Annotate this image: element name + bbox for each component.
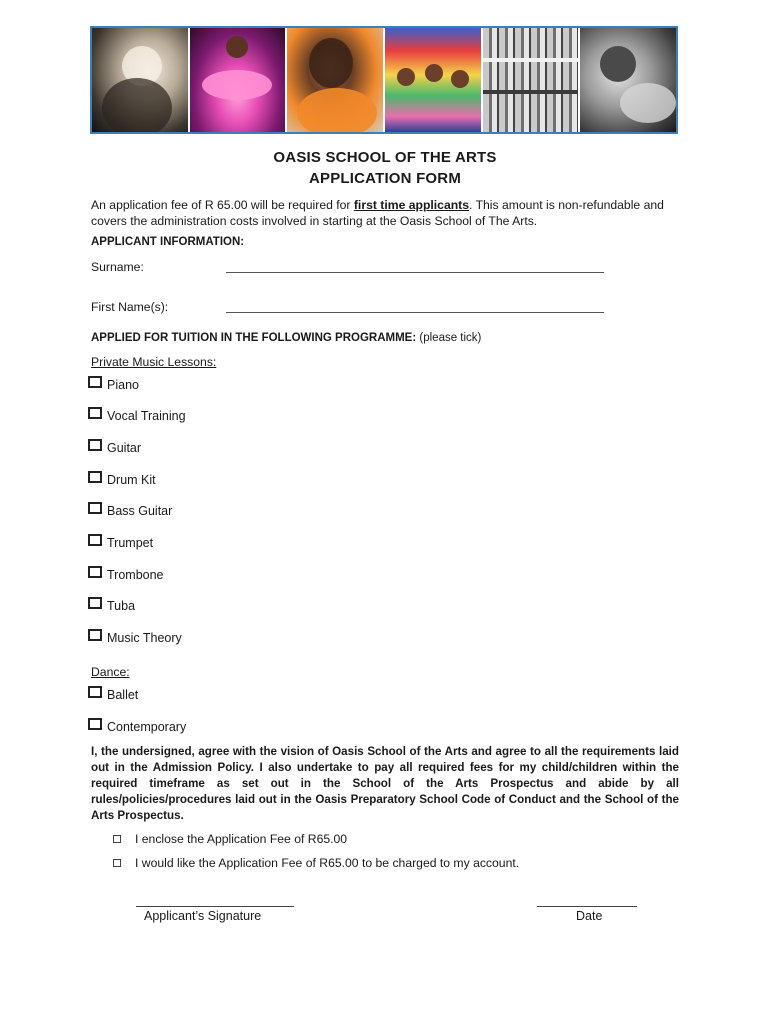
checkbox-icon[interactable] [88, 534, 102, 546]
applicant-signature-label: Applicant’s Signature [144, 909, 262, 923]
header-banner [90, 26, 678, 134]
mixing-console-photo [483, 28, 581, 132]
date-line[interactable] [537, 906, 637, 907]
date-label: Date [576, 909, 603, 923]
checkbox-icon[interactable] [113, 835, 121, 843]
option-label: Music Theory [107, 631, 182, 645]
option-label: Ballet [107, 688, 139, 702]
checkbox-icon[interactable] [88, 718, 102, 730]
intro-emphasis: first time applicants [353, 198, 470, 212]
option-contemporary[interactable] [88, 720, 186, 734]
intro-text-end: . This amount is non-refundable and covers the administration costs involved in starting at the Oasis School of The Arts. [91, 198, 664, 228]
checkbox-icon[interactable] [88, 376, 102, 388]
fee-enclose-label: I enclose the Application Fee of R65.00 [135, 832, 348, 846]
programme-heading [91, 332, 481, 344]
checkbox-icon[interactable] [88, 686, 102, 698]
checkbox-icon[interactable] [88, 597, 102, 609]
option-label: Bass Guitar [107, 504, 173, 518]
fee-enclose-option[interactable] [113, 832, 347, 846]
form-title: APPLICATION FORM [308, 170, 462, 187]
fee-charge-label: I would like the Application Fee of R65.00 to be charged to my account. [135, 856, 520, 870]
surname-field[interactable] [226, 272, 604, 273]
option-trombone[interactable] [88, 568, 164, 582]
option-guitar[interactable] [88, 441, 141, 455]
option-ballet[interactable] [88, 688, 138, 702]
option-bass-guitar[interactable] [88, 504, 172, 518]
first-name-label: First Name(s): [91, 300, 169, 314]
applicant-info-heading: APPLICANT INFORMATION: [91, 236, 245, 248]
ballerina-photo [190, 28, 288, 132]
painter-photo [580, 28, 676, 132]
option-music-theory[interactable] [88, 631, 182, 645]
option-label: Trumpet [107, 536, 154, 550]
intro-paragraph [91, 197, 691, 229]
checkbox-icon[interactable] [88, 407, 102, 419]
dance-label: Dance: [91, 665, 130, 679]
violinist-photo [92, 28, 190, 132]
fee-charge-option[interactable] [113, 856, 519, 870]
private-music-label: Private Music Lessons: [91, 355, 217, 369]
checkbox-icon[interactable] [113, 859, 121, 867]
option-trumpet[interactable] [88, 536, 153, 550]
option-label: Guitar [107, 441, 142, 455]
programme-hint: (please tick) [419, 332, 482, 344]
student-drawing-photo [287, 28, 385, 132]
checkbox-icon[interactable] [88, 629, 102, 641]
option-label: Tuba [107, 599, 136, 613]
option-label: Contemporary [107, 720, 187, 734]
agreement-paragraph: I, the undersigned, agree with the vision of Oasis School of the Arts and agree to all the requirements laid out in the Admission Policy. I also undertake to pay all required fees for my child/children within the required timeframe as set out in the School of the Arts Prospectus and abide by all rules/policies/procedures laid out in the Oasis Preparatory School Code of Conduct and the School of the Arts Prospectus. [91, 745, 679, 822]
checkbox-icon[interactable] [88, 502, 102, 514]
option-label: Vocal Training [107, 409, 186, 423]
option-piano[interactable] [88, 378, 139, 392]
first-name-field[interactable] [226, 312, 604, 313]
option-label: Piano [107, 378, 139, 392]
programme-heading-text: APPLIED FOR TUITION IN THE FOLLOWING PROGRAMME: [91, 332, 417, 344]
intro-text-start: An application fee of R 65.00 will be required for [91, 198, 354, 212]
applicant-signature-line[interactable] [136, 906, 294, 907]
school-title: OASIS SCHOOL OF THE ARTS [273, 149, 497, 166]
checkbox-icon[interactable] [88, 439, 102, 451]
option-tuba[interactable] [88, 599, 135, 613]
checkbox-icon[interactable] [88, 566, 102, 578]
surname-label: Surname: [91, 260, 144, 274]
checkbox-icon[interactable] [88, 471, 102, 483]
option-drum-kit[interactable] [88, 473, 156, 487]
children-performers-photo [385, 28, 483, 132]
option-label: Trombone [107, 568, 164, 582]
option-label: Drum Kit [107, 473, 156, 487]
option-vocal-training[interactable] [88, 409, 186, 423]
